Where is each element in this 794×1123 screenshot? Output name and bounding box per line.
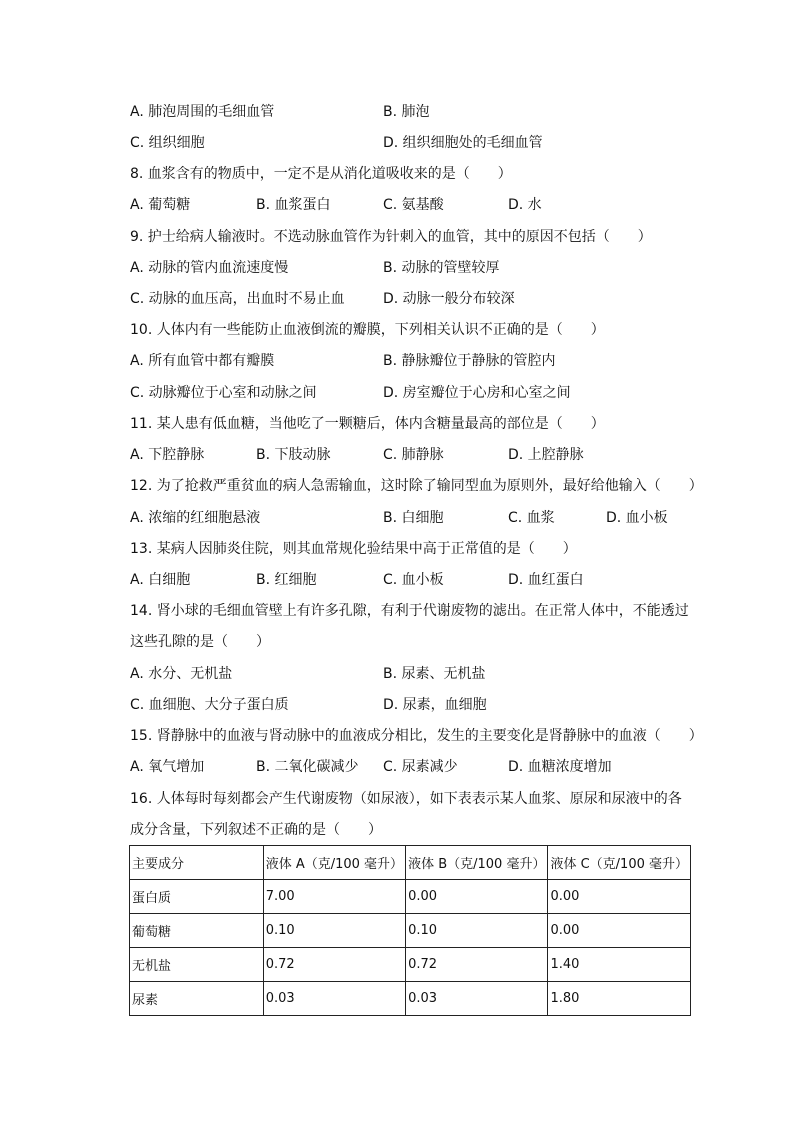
table-row [130,982,691,1016]
q13-option-b: B. 红细胞 [256,572,317,588]
table-cell: 0.10 [263,914,405,948]
table-header-cell: 液体 C（克/100 毫升） [548,846,691,880]
table-header-cell: 液体 A（克/100 毫升） [263,846,405,880]
table-row [130,880,691,914]
q14-stem-line1: 14. 肾小球的毛细血管壁上有许多孔隙，有利于代谢废物的滤出。在正常人体中，不能透过 [130,603,689,619]
q10-option-b: B. 静脉瓣位于静脉的管腔内 [383,353,556,369]
table-cell: 1.80 [548,982,691,1016]
q16-stem-line1: 16. 人体每时每刻都会产生代谢废物（如尿液），如下表表示某人血浆、原尿和尿液中的各 [130,791,682,807]
q11-option-b: B. 下肢动脉 [256,447,331,463]
q9-option-b: B. 动脉的管壁较厚 [383,260,500,276]
table-row [130,948,691,982]
q14-stem-line2: 这些孔隙的是（ ） [130,634,270,650]
q12-option-c: C. 血浆 [508,510,555,526]
table-cell: 0.00 [548,880,691,914]
q16-composition-table [129,845,691,1016]
q7-option-c: C. 组织细胞 [130,135,205,151]
table-cell: 0.00 [548,914,691,948]
q15-option-b: B. 二氧化碳减少 [256,759,359,775]
q10-option-d: D. 房室瓣位于心房和心室之间 [383,385,571,401]
table-cell: 0.10 [406,914,548,948]
table-cell: 葡萄糖 [130,914,264,948]
table-cell: 0.00 [406,880,548,914]
q12-option-a: A. 浓缩的红细胞悬液 [130,510,261,526]
q8-stem: 8. 血浆含有的物质中，一定不是从消化道吸收来的是（ ） [130,166,512,182]
table-cell: 0.72 [263,948,405,982]
q16-stem-line2: 成分含量，下列叙述不正确的是（ ） [130,822,382,838]
q13-option-d: D. 血红蛋白 [508,572,584,588]
q13-option-a: A. 白细胞 [130,572,191,588]
q11-option-c: C. 肺静脉 [383,447,444,463]
q14-option-b: B. 尿素、无机盐 [383,666,486,682]
table-header-row [130,846,691,880]
q13-option-c: C. 血小板 [383,572,444,588]
q8-option-b: B. 血浆蛋白 [256,197,331,213]
q9-stem: 9. 护士给病人输液时。不选动脉血管作为针刺入的血管，其中的原因不包括（ ） [130,229,652,245]
q11-option-a: A. 下腔静脉 [130,447,205,463]
q15-option-c: C. 尿素减少 [383,759,458,775]
q10-stem: 10. 人体内有一些能防止血液倒流的瓣膜，下列相关认识不正确的是（ ） [130,322,605,338]
table-cell: 蛋白质 [130,880,264,914]
q9-option-d: D. 动脉一般分布较深 [383,291,515,307]
q10-option-c: C. 动脉瓣位于心室和动脉之间 [130,385,317,401]
q7-option-b: B. 肺泡 [383,104,430,120]
q10-option-a: A. 所有血管中都有瓣膜 [130,353,275,369]
q15-stem: 15. 肾静脉中的血液与肾动脉中的血液成分相比，发生的主要变化是肾静脉中的血液（ ） [130,728,703,744]
q15-option-d: D. 血糖浓度增加 [508,759,612,775]
table-cell: 0.03 [263,982,405,1016]
table-row [130,914,691,948]
q9-option-a: A. 动脉的管内血流速度慢 [130,260,289,276]
q12-option-d: D. 血小板 [606,510,668,526]
table-cell: 7.00 [263,880,405,914]
q7-option-a: A. 肺泡周围的毛细血管 [130,104,275,120]
table-cell: 1.40 [548,948,691,982]
table-cell: 尿素 [130,982,264,1016]
q14-option-c: C. 血细胞、大分子蛋白质 [130,697,289,713]
q14-option-d: D. 尿素，血细胞 [383,697,487,713]
q8-option-a: A. 葡萄糖 [130,197,191,213]
q8-option-d: D. 水 [508,197,542,213]
table-cell: 0.72 [406,948,548,982]
table-cell: 0.03 [406,982,548,1016]
q14-option-a: A. 水分、无机盐 [130,666,233,682]
q13-stem: 13. 某病人因肺炎住院，则其血常规化验结果中高于正常值的是（ ） [130,541,577,557]
q8-option-c: C. 氨基酸 [383,197,444,213]
q11-stem: 11. 某人患有低血糖，当他吃了一颗糖后，体内含糖量最高的部位是（ ） [130,416,605,432]
q7-option-d: D. 组织细胞处的毛细血管 [383,135,543,151]
q15-option-a: A. 氧气增加 [130,759,205,775]
table-cell: 无机盐 [130,948,264,982]
table-header-cell: 液体 B（克/100 毫升） [406,846,548,880]
table-header-cell: 主要成分 [130,846,264,880]
q12-option-b: B. 白细胞 [383,510,444,526]
q12-stem: 12. 为了抢救严重贫血的病人急需输血，这时除了输同型血为原则外，最好给他输入（ ） [130,478,703,494]
q9-option-c: C. 动脉的血压高，出血时不易止血 [130,291,345,307]
q11-option-d: D. 上腔静脉 [508,447,584,463]
